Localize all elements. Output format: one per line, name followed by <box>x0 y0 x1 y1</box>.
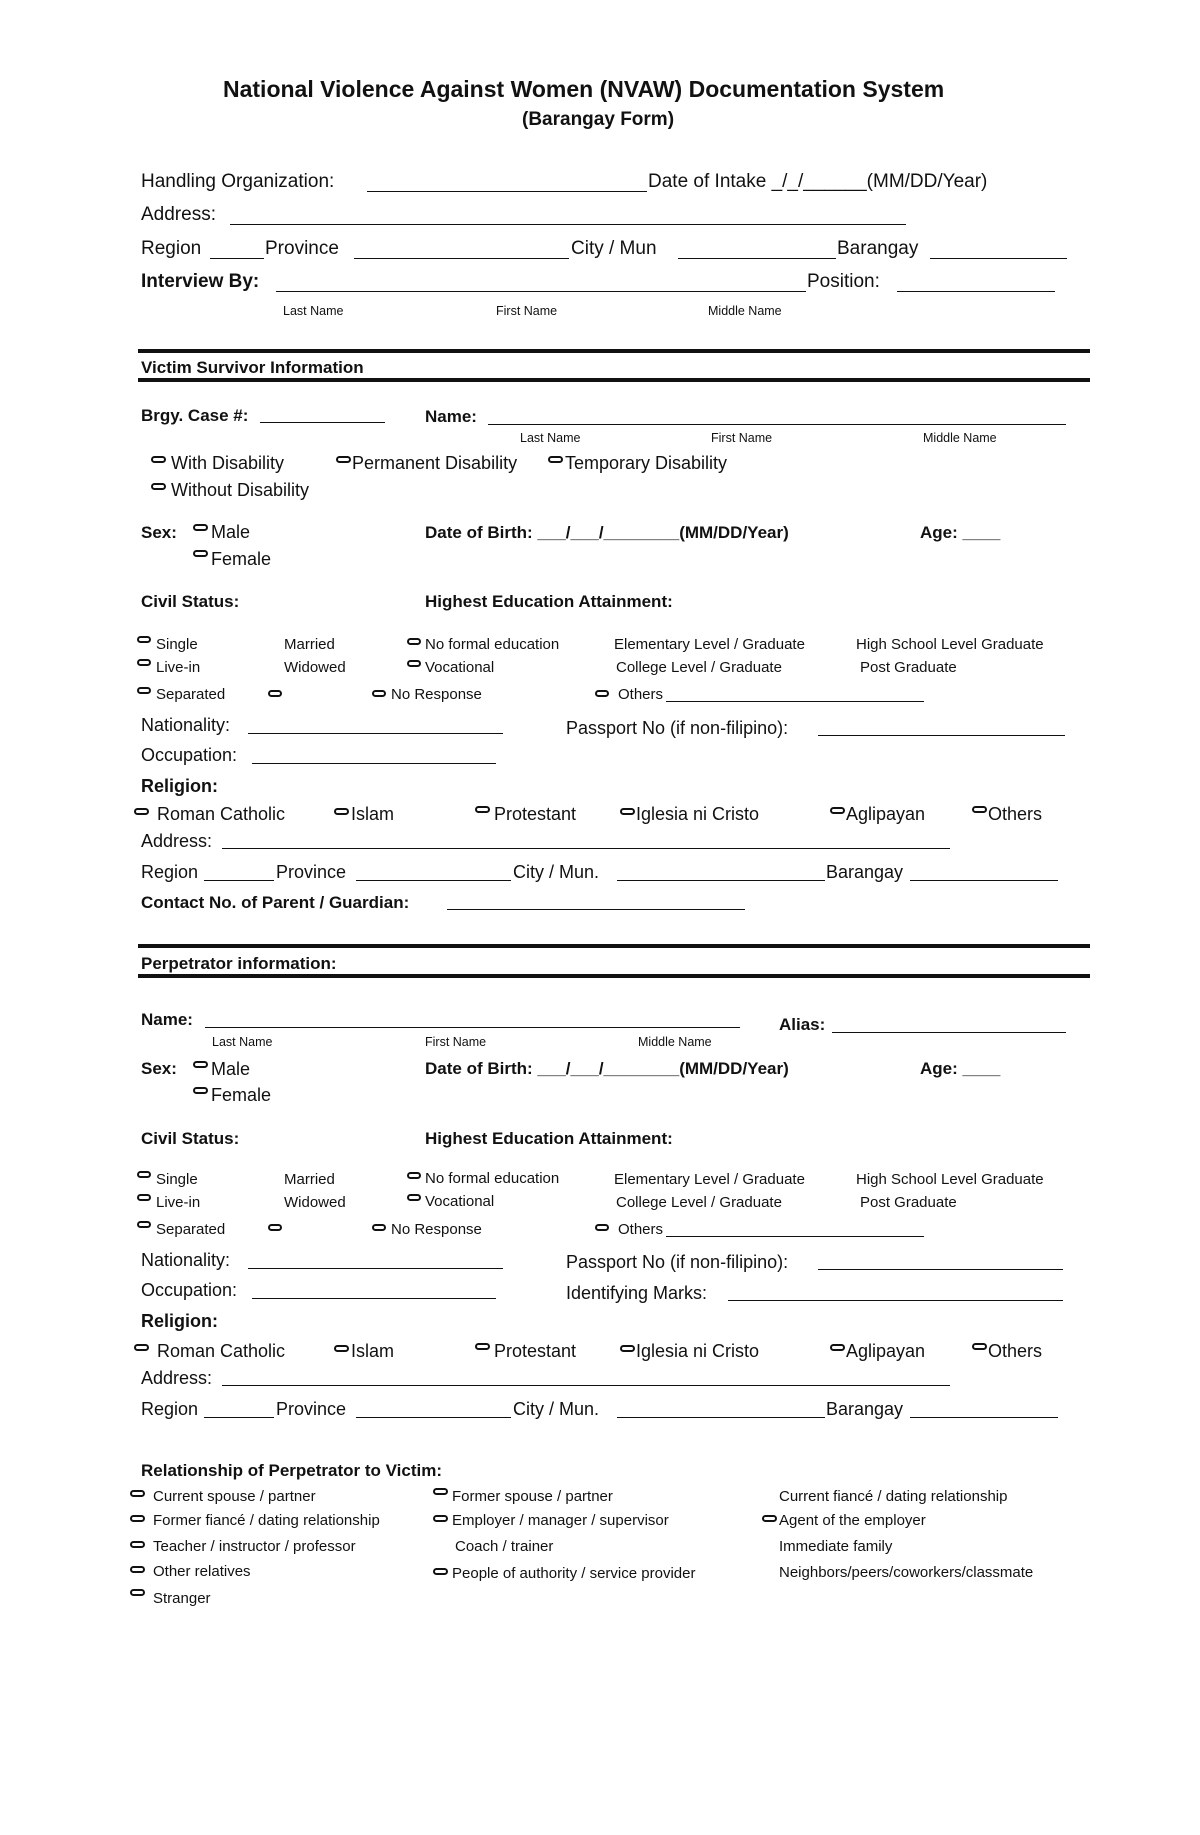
victim-edu-others-label: Others <box>618 686 664 703</box>
perp-nationality-label: Nationality: <box>141 1250 231 1270</box>
perp-region-field[interactable] <box>204 1417 274 1418</box>
victim-last-name-caption: Last Name <box>520 431 581 445</box>
victim-no-response-radio[interactable] <box>372 690 386 697</box>
perp-sex-label: Sex: <box>141 1059 177 1078</box>
victim-single-label: Single <box>156 636 198 653</box>
rel-other-relatives-radio[interactable] <box>130 1566 145 1573</box>
victim-case-label: Brgy. Case #: <box>141 406 249 425</box>
victim-occupation-field[interactable] <box>252 763 496 764</box>
perp-occupation-field[interactable] <box>252 1298 496 1299</box>
perp-address-field[interactable] <box>222 1385 950 1386</box>
perp-female-radio[interactable] <box>193 1087 208 1094</box>
perp-no-response-radio[interactable] <box>372 1224 386 1231</box>
intake-region-label: Region <box>141 238 202 259</box>
perp-province-field[interactable] <box>356 1417 511 1418</box>
victim-elementary-label: Elementary Level / Graduate <box>614 636 805 653</box>
victim-section-bottom-rule <box>138 378 1090 382</box>
permanent-disability-radio[interactable] <box>336 456 351 463</box>
victim-region-label: Region <box>141 862 199 882</box>
victim-middle-name-caption: Middle Name <box>923 431 997 445</box>
rel-agent-label: Agent of the employer <box>779 1512 926 1529</box>
perp-section-top-rule <box>138 944 1090 948</box>
perp-occupation-label: Occupation: <box>141 1280 238 1300</box>
rel-former-fiance-label: Former fiancé / dating relationship <box>153 1512 380 1529</box>
permanent-disability-label: Permanent Disability <box>352 453 518 473</box>
intake-province-field[interactable] <box>354 258 569 259</box>
victim-province-label: Province <box>276 862 347 882</box>
victim-sex-label: Sex: <box>141 523 177 542</box>
perp-name-label: Name: <box>141 1010 193 1029</box>
perp-single-label: Single <box>156 1171 198 1188</box>
victim-contact-field[interactable] <box>447 909 745 910</box>
victim-no-formal-radio[interactable] <box>407 638 421 645</box>
relationship-title: Relationship of Perpetrator to Victim: <box>141 1461 443 1480</box>
victim-address-label: Address: <box>141 831 213 851</box>
victim-edu-others-field[interactable] <box>666 701 924 702</box>
victim-passport-label: Passport No (if non-filipino): <box>566 718 789 738</box>
victim-religion-protestant-label: Protestant <box>494 804 577 824</box>
victim-nationality-label: Nationality: <box>141 715 231 735</box>
perp-unlabeled-radio[interactable] <box>268 1224 282 1231</box>
victim-section-title: Victim Survivor Information <box>141 358 364 377</box>
victim-post-graduate-label: Post Graduate <box>860 659 957 676</box>
perp-religion-others-label: Others <box>988 1341 1043 1361</box>
rel-current-fiance-label[interactable]: Current fiancé / dating relationship <box>779 1488 1008 1505</box>
perp-vocational-radio[interactable] <box>407 1194 421 1201</box>
perp-barangay-field[interactable] <box>910 1417 1058 1418</box>
perp-no-formal-label: No formal education <box>425 1170 560 1187</box>
perp-single-radio[interactable] <box>137 1171 151 1178</box>
victim-case-field[interactable] <box>260 422 385 423</box>
victim-first-name-caption: First Name <box>711 431 773 445</box>
without-disability-radio[interactable] <box>151 483 166 490</box>
victim-no-response-label: No Response <box>391 686 482 703</box>
rel-other-relatives-label: Other relatives <box>153 1563 251 1580</box>
perp-religion-label: Religion: <box>141 1311 218 1331</box>
victim-religion-protestant-radio[interactable] <box>475 806 490 813</box>
perp-religion-iglesia-label: Iglesia ni Cristo <box>636 1341 760 1361</box>
perp-nationality-field[interactable] <box>248 1268 503 1269</box>
victim-nationality-field[interactable] <box>248 733 503 734</box>
rel-employer-radio[interactable] <box>433 1515 448 1522</box>
victim-name-field[interactable] <box>488 424 1066 425</box>
intake-barangay-field[interactable] <box>930 258 1067 259</box>
perp-religion-aglipayan-label: Aglipayan <box>846 1341 926 1361</box>
perp-section-bottom-rule <box>138 974 1090 978</box>
perp-religion-islam-radio[interactable] <box>334 1345 349 1352</box>
handling-org-field[interactable] <box>367 191 647 192</box>
with-disability-label: With Disability <box>171 453 285 473</box>
victim-religion-aglipayan-radio[interactable] <box>830 807 845 814</box>
rel-former-fiance-radio[interactable] <box>130 1515 145 1522</box>
handling-org-label: Handling Organization: <box>141 171 335 192</box>
victim-college-label: College Level / Graduate <box>616 659 782 676</box>
perp-edu-others-field[interactable] <box>666 1236 924 1237</box>
rel-neighbors-label[interactable]: Neighbors/peers/coworkers/classmate <box>779 1564 1034 1581</box>
victim-married-label: Married <box>284 636 335 653</box>
victim-male-label: Male <box>211 522 251 542</box>
perp-livein-radio[interactable] <box>137 1194 151 1201</box>
interview-by-field[interactable] <box>276 291 806 292</box>
victim-livein-radio[interactable] <box>137 659 151 666</box>
perp-religion-protestant-radio[interactable] <box>475 1343 490 1350</box>
victim-separated-label: Separated <box>156 686 226 703</box>
victim-religion-aglipayan-label: Aglipayan <box>846 804 926 824</box>
perp-elementary-label: Elementary Level / Graduate <box>614 1171 805 1188</box>
intake-address-label: Address: <box>141 204 216 225</box>
intake-barangay-label: Barangay <box>837 238 919 259</box>
perp-barangay-label: Barangay <box>826 1399 904 1419</box>
victim-barangay-label: Barangay <box>826 862 904 882</box>
perp-religion-aglipayan-radio[interactable] <box>830 1344 845 1351</box>
perp-passport-label: Passport No (if non-filipino): <box>566 1252 789 1272</box>
victim-unlabeled-radio[interactable] <box>268 690 282 697</box>
perp-religion-islam-label: Islam <box>351 1341 395 1361</box>
rel-employer-label: Employer / manager / supervisor <box>452 1512 669 1529</box>
perp-female-label: Female <box>211 1085 272 1105</box>
without-disability-label: Without Disability <box>171 480 310 500</box>
perp-edu-others-label: Others <box>618 1221 664 1238</box>
position-label: Position: <box>807 271 880 292</box>
perp-widowed-label: Widowed <box>284 1194 346 1211</box>
victim-religion-label: Religion: <box>141 776 218 796</box>
perp-dob-label: Date of Birth: ___/___/________(MM/DD/Year) <box>425 1059 789 1078</box>
perp-college-label: College Level / Graduate <box>616 1194 782 1211</box>
victim-vocational-radio[interactable] <box>407 660 421 667</box>
victim-region-field[interactable] <box>204 880 274 881</box>
perp-name-field[interactable] <box>205 1027 740 1028</box>
perp-region-label: Region <box>141 1399 199 1419</box>
with-disability-radio[interactable] <box>151 456 166 463</box>
perp-male-radio[interactable] <box>193 1061 208 1068</box>
victim-contact-label: Contact No. of Parent / Guardian: <box>141 893 410 912</box>
rel-agent-radio[interactable] <box>762 1515 777 1522</box>
perp-education-label: Highest Education Attainment: <box>425 1129 673 1148</box>
perp-no-response-label: No Response <box>391 1221 482 1238</box>
victim-name-label: Name: <box>425 407 477 426</box>
rel-current-spouse-label: Current spouse / partner <box>153 1488 316 1505</box>
perp-separated-label: Separated <box>156 1221 226 1238</box>
rel-teacher-radio[interactable] <box>130 1541 145 1548</box>
perp-high-school-label: High School Level Graduate <box>856 1171 1044 1188</box>
perp-identifying-label: Identifying Marks: <box>566 1283 708 1303</box>
date-of-intake-label: Date of Intake _/_/______(MM/DD/Year) <box>648 171 988 192</box>
rel-authority-radio[interactable] <box>433 1568 448 1575</box>
perp-married-label: Married <box>284 1171 335 1188</box>
rel-coach-label[interactable]: Coach / trainer <box>455 1538 554 1555</box>
victim-female-label: Female <box>211 549 272 569</box>
victim-religion-others-label: Others <box>988 804 1043 824</box>
perp-civil-status-label: Civil Status: <box>141 1129 240 1148</box>
perp-male-label: Male <box>211 1059 251 1079</box>
perp-religion-protestant-label: Protestant <box>494 1341 577 1361</box>
intake-region-field[interactable] <box>210 258 264 259</box>
temporary-disability-radio[interactable] <box>548 456 563 463</box>
victim-province-field[interactable] <box>356 880 511 881</box>
victim-address-field[interactable] <box>222 848 950 849</box>
perp-age-label: Age: ____ <box>920 1059 1001 1078</box>
perp-no-formal-radio[interactable] <box>407 1172 421 1179</box>
victim-education-label: Highest Education Attainment: <box>425 592 673 611</box>
form-subtitle: (Barangay Form) <box>522 109 675 130</box>
perp-religion-iglesia-radio[interactable] <box>620 1345 635 1352</box>
perp-province-label: Province <box>276 1399 347 1419</box>
interviewer-first-name-caption: First Name <box>496 304 558 318</box>
victim-section-top-rule <box>138 349 1090 353</box>
perp-post-graduate-label: Post Graduate <box>860 1194 957 1211</box>
rel-former-spouse-label: Former spouse / partner <box>452 1488 613 1505</box>
victim-livein-label: Live-in <box>156 659 201 676</box>
rel-current-spouse-radio[interactable] <box>130 1490 145 1497</box>
victim-occupation-label: Occupation: <box>141 745 238 765</box>
perp-section-title: Perpetrator information: <box>141 954 337 973</box>
perp-middle-name-caption: Middle Name <box>638 1035 712 1049</box>
perp-separated-radio[interactable] <box>137 1221 151 1228</box>
victim-religion-islam-label: Islam <box>351 804 395 824</box>
victim-religion-catholic-label: Roman Catholic <box>157 804 286 824</box>
perp-alias-label: Alias: <box>779 1015 826 1034</box>
perp-vocational-label: Vocational <box>425 1193 495 1210</box>
interview-by-label: Interview By: <box>141 271 260 292</box>
perp-religion-others-radio[interactable] <box>972 1343 987 1350</box>
victim-religion-others-radio[interactable] <box>972 806 987 813</box>
victim-male-radio[interactable] <box>193 524 208 531</box>
victim-city-label: City / Mun. <box>513 862 600 882</box>
perp-identifying-field[interactable] <box>728 1300 1063 1301</box>
rel-authority-label: People of authority / service provider <box>452 1565 696 1582</box>
rel-stranger-radio[interactable] <box>130 1589 145 1596</box>
victim-single-radio[interactable] <box>137 636 151 643</box>
form-title: National Violence Against Women (NVAW) Documentation System <box>223 76 945 102</box>
intake-city-field[interactable] <box>678 258 836 259</box>
rel-former-spouse-radio[interactable] <box>433 1488 448 1495</box>
perp-religion-catholic-radio[interactable] <box>134 1344 149 1351</box>
perp-religion-catholic-label: Roman Catholic <box>157 1341 286 1361</box>
perp-alias-field[interactable] <box>832 1032 1066 1033</box>
temporary-disability-label: Temporary Disability <box>565 453 728 473</box>
interviewer-last-name-caption: Last Name <box>283 304 344 318</box>
victim-city-field[interactable] <box>617 880 825 881</box>
perp-city-field[interactable] <box>617 1417 825 1418</box>
rel-stranger-label: Stranger <box>153 1590 211 1607</box>
victim-religion-iglesia-label: Iglesia ni Cristo <box>636 804 760 824</box>
victim-civil-status-label: Civil Status: <box>141 592 240 611</box>
victim-female-radio[interactable] <box>193 550 208 557</box>
intake-city-label: City / Mun <box>571 238 657 259</box>
perp-livein-label: Live-in <box>156 1194 201 1211</box>
rel-immediate-family-label[interactable]: Immediate family <box>779 1538 893 1555</box>
victim-religion-iglesia-radio[interactable] <box>620 808 635 815</box>
position-field[interactable] <box>897 291 1055 292</box>
perp-city-label: City / Mun. <box>513 1399 600 1419</box>
perp-first-name-caption: First Name <box>425 1035 487 1049</box>
perp-address-label: Address: <box>141 1368 213 1388</box>
victim-dob-label: Date of Birth: ___/___/________(MM/DD/Year) <box>425 523 789 542</box>
perp-passport-field[interactable] <box>818 1269 1063 1270</box>
rel-teacher-label: Teacher / instructor / professor <box>153 1538 356 1555</box>
victim-no-formal-label: No formal education <box>425 636 560 653</box>
victim-religion-islam-radio[interactable] <box>334 808 349 815</box>
perp-last-name-caption: Last Name <box>212 1035 273 1049</box>
interviewer-middle-name-caption: Middle Name <box>708 304 782 318</box>
victim-widowed-label: Widowed <box>284 659 346 676</box>
victim-religion-catholic-radio[interactable] <box>134 808 149 815</box>
victim-vocational-label: Vocational <box>425 659 495 676</box>
intake-address-field[interactable] <box>230 224 906 225</box>
victim-passport-field[interactable] <box>818 735 1065 736</box>
perp-edu-others-radio[interactable] <box>595 1224 609 1231</box>
victim-age-label: Age: ____ <box>920 523 1001 542</box>
victim-high-school-label: High School Level Graduate <box>856 636 1044 653</box>
victim-barangay-field[interactable] <box>910 880 1058 881</box>
intake-province-label: Province <box>265 238 339 259</box>
victim-separated-radio[interactable] <box>137 687 151 694</box>
victim-edu-others-radio[interactable] <box>595 690 609 697</box>
